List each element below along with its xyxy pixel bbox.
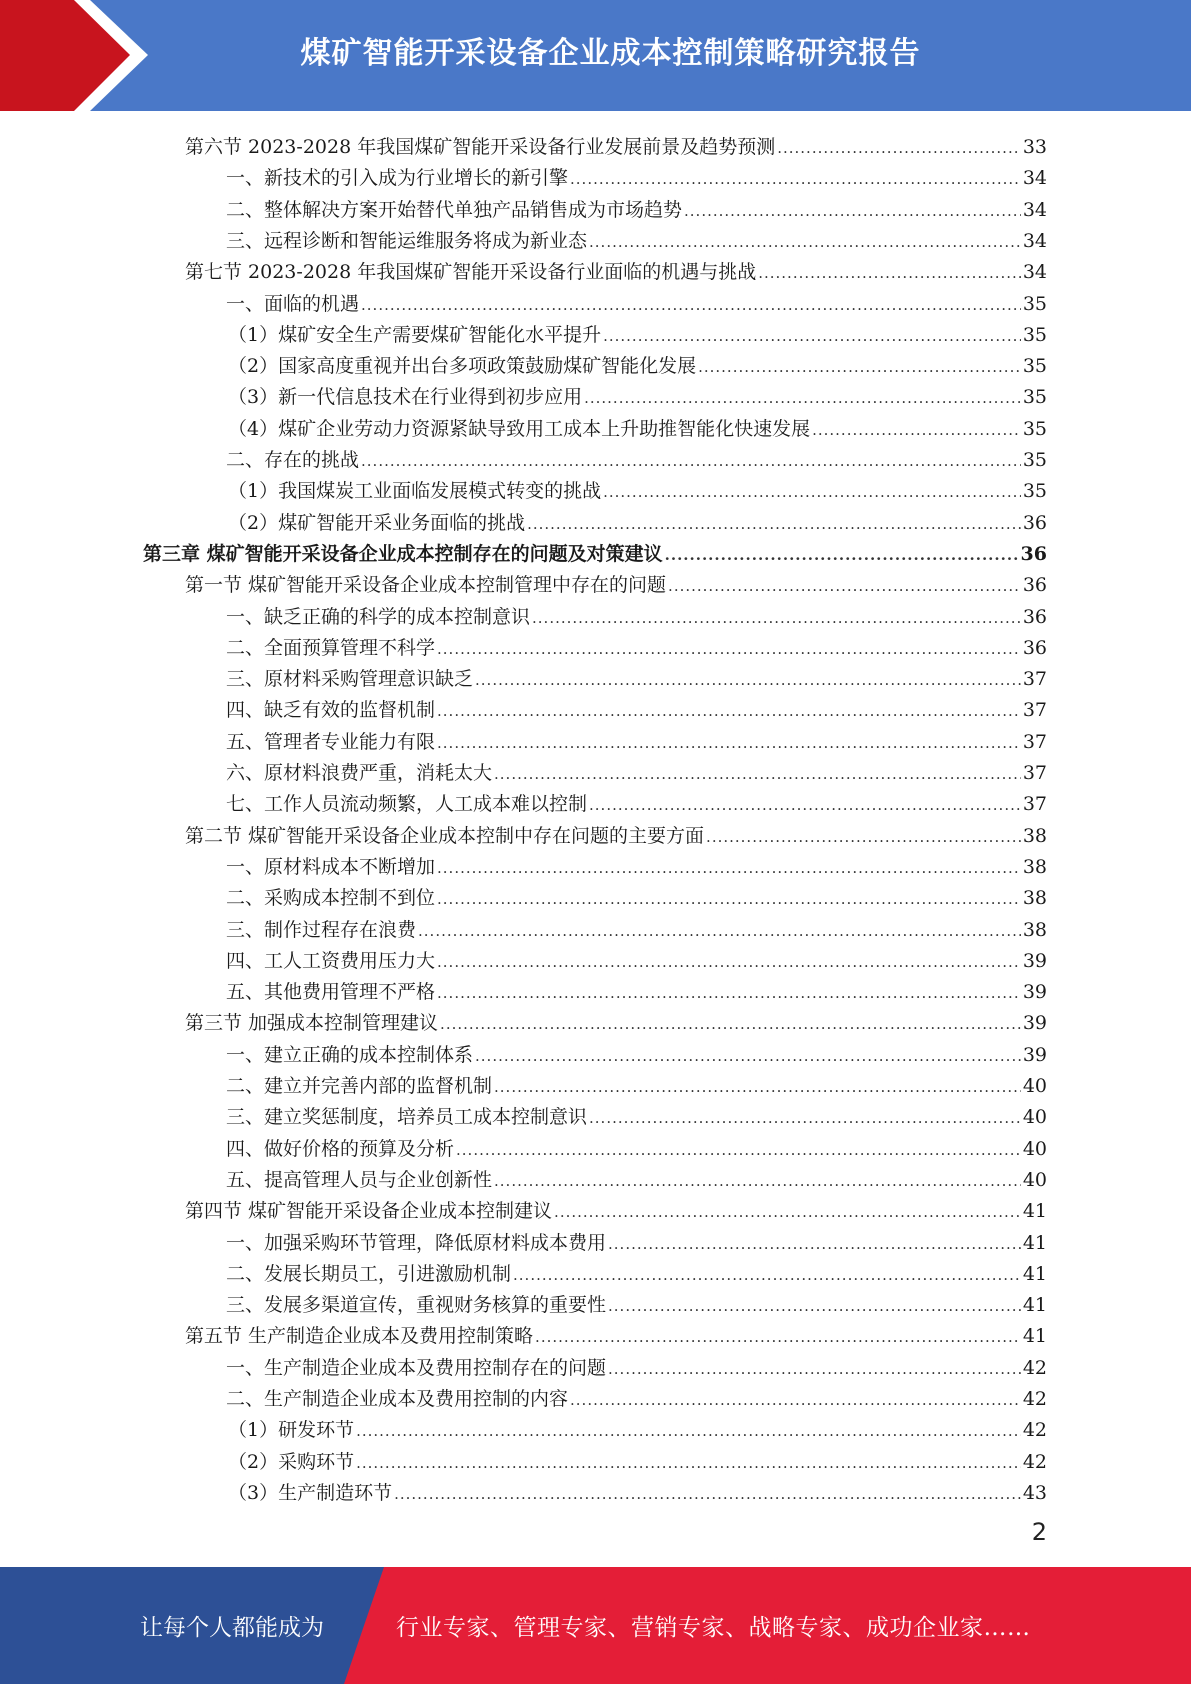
toc-leader-dots [777,137,1021,159]
toc-entry-page: 38 [1022,887,1047,910]
toc-entry-page: 34 [1022,229,1047,252]
toc-entry-title: 第三章 煤矿智能开采设备企业成本控制存在的问题及对策建议 [143,542,663,565]
toc-entry-item[interactable] [226,879,1047,910]
toc-entry-chapter[interactable] [143,535,1047,566]
toc-leader-dots [668,575,1021,597]
toc-leader-dots [440,1013,1021,1035]
toc-entry-title: 二、建立并完善内部的监督机制 [226,1075,493,1097]
toc-entry-item[interactable] [226,629,1047,660]
toc-leader-dots [437,732,1021,754]
toc-entry-title: 二、全面预算管理不科学 [226,636,436,659]
toc-entry-title: （1）煤矿安全生产需要煤矿智能化水平提升 [228,323,602,346]
toc-entry-title: 四、工人工资费用压力大 [226,949,436,972]
toc-entry-section[interactable] [185,1192,1047,1223]
page-header [0,0,1191,111]
toc-leader-dots [706,826,1021,848]
toc-entry-item[interactable] [226,1130,1047,1161]
toc-entry-section[interactable] [185,1317,1047,1348]
toc-entry-section[interactable] [185,817,1047,848]
toc-leader-dots [394,1483,1021,1505]
toc-entry-subitem[interactable] [228,410,1047,441]
toc-entry-page: 38 [1022,855,1047,878]
toc-entry-title: 四、做好价格的预算及分析 [226,1137,455,1160]
toc-leader-dots [684,200,1021,222]
toc-entry-title: （2）采购环节 [228,1450,355,1473]
toc-entry-title: 一、新技术的引入成为行业增长的新引擎 [226,167,569,190]
toc-entry-item[interactable] [226,1067,1047,1098]
toc-leader-dots [608,1295,1021,1317]
toc-entry-title: 三、原材料采购管理意识缺乏 [226,668,474,691]
toc-entry-title: 三、制作过程存在浪费 [226,918,417,941]
page-footer [0,1567,1191,1684]
toc-entry-title: 一、面临的机遇 [226,292,360,315]
toc-entry-item[interactable] [226,191,1047,222]
toc-leader-dots [494,763,1021,785]
page-number: 2 [1031,1518,1047,1546]
toc-entry-page: 33 [1022,136,1047,158]
toc-leader-dots [437,951,1021,973]
toc-entry-subitem[interactable] [228,1411,1047,1442]
toc-entry-title: 一、建立正确的成本控制体系 [226,1043,474,1066]
toc-entry-page: 42 [1022,1450,1047,1473]
toc-leader-dots [698,356,1021,378]
toc-entry-item[interactable] [226,754,1047,785]
toc-entry-page: 41 [1022,1294,1047,1317]
toc-leader-dots [589,794,1021,816]
toc-entry-page: 42 [1022,1356,1047,1379]
toc-entry-page: 38 [1022,918,1047,941]
toc-leader-dots [584,387,1021,409]
toc-entry-item[interactable] [226,441,1047,472]
toc-entry-page: 36 [1022,636,1047,659]
toc-entry-page: 40 [1022,1137,1047,1160]
toc-leader-dots [589,1107,1021,1129]
toc-entry-page: 39 [1022,1043,1047,1066]
toc-entry-section[interactable] [185,1004,1047,1035]
toc-entry-title: 第二节 煤矿智能开采设备企业成本控制中存在问题的主要方面 [185,824,705,847]
toc-entry-page: 39 [1022,981,1047,1004]
toc-entry-title: 二、采购成本控制不到位 [226,887,436,910]
toc-entry-page: 35 [1022,417,1047,440]
toc-entry-title: 一、缺乏正确的科学的成本控制意识 [226,605,531,628]
toc-entry-title: 二、存在的挑战 [226,449,360,471]
toc-entry-page: 35 [1022,323,1047,346]
toc-leader-dots [513,1264,1021,1286]
toc-entry-item[interactable] [226,973,1047,1004]
toc-entry-title: 第一节 煤矿智能开采设备企业成本控制管理中存在的问题 [185,574,667,597]
toc-entry-title: （1）我国煤炭工业面临发展模式转变的挑战 [228,480,602,503]
toc-entry-page: 41 [1022,1200,1047,1223]
toc-entry-page: 41 [1022,1231,1047,1254]
toc-entry-page: 41 [1022,1262,1047,1285]
toc-entry-page: 37 [1022,668,1047,691]
footer-expert-list: 行业专家、管理专家、营销专家、战略专家、成功企业家…… [396,1615,1031,1641]
toc-entry-title: （3）新一代信息技术在行业得到初步应用 [228,386,583,409]
toc-entry-page: 35 [1022,292,1047,315]
toc-leader-dots [494,1170,1021,1192]
toc-entry-item[interactable] [226,691,1047,722]
toc-leader-dots [456,1139,1021,1161]
toc-entry-subitem[interactable] [228,1474,1047,1505]
toc-entry-page: 36 [1022,605,1047,628]
toc-entry-item[interactable] [226,1036,1047,1067]
toc-leader-dots [554,1201,1021,1223]
toc-entry-page: 35 [1022,386,1047,409]
toc-entry-page: 40 [1022,1106,1047,1129]
toc-leader-dots [535,1326,1021,1348]
toc-leader-dots [527,513,1021,535]
toc-entry-page: 37 [1022,793,1047,816]
toc-entry-item[interactable] [226,1098,1047,1129]
toc-leader-dots [532,607,1021,629]
toc-entry-item[interactable] [226,1349,1047,1380]
toc-entry-section[interactable] [185,253,1047,284]
toc-entry-title: 五、管理者专业能力有限 [226,730,436,753]
toc-entry-item[interactable] [226,660,1047,691]
toc-entry-page: 43 [1022,1481,1047,1504]
toc-entry-page: 37 [1022,699,1047,722]
toc-entry-item[interactable] [226,723,1047,754]
toc-entry-subitem[interactable] [228,504,1047,535]
toc-entry-page: 42 [1022,1419,1047,1442]
toc-entry-subitem[interactable] [228,378,1047,409]
toc-entry-page: 38 [1022,824,1047,847]
toc-entry-page: 35 [1022,480,1047,503]
toc-entry-title: 一、生产制造企业成本及费用控制存在的问题 [226,1356,607,1379]
toc-entry-item[interactable] [226,285,1047,316]
toc-leader-dots [603,325,1021,347]
toc-entry-item[interactable] [226,1286,1047,1317]
toc-leader-dots [589,231,1021,253]
toc-entry-title: 七、工作人员流动频繁，人工成本难以控制 [226,793,588,816]
toc-entry-title: 第四节 煤矿智能开采设备企业成本控制建议 [185,1200,553,1223]
toc-entry-page: 37 [1022,762,1047,784]
toc-entry-title: 第五节 生产制造企业成本及费用控制策略 [185,1325,534,1348]
toc-entry-section[interactable] [185,566,1047,597]
toc-leader-dots [437,638,1021,660]
toc-leader-dots [494,1076,1021,1098]
toc-entry-item[interactable] [226,1161,1047,1192]
toc-entry-title: 二、整体解决方案开始替代单独产品销售成为市场趋势 [226,198,683,221]
toc-leader-dots [475,1045,1021,1067]
toc-entry-subitem[interactable] [228,1443,1047,1474]
toc-entry-title: 第三节 加强成本控制管理建议 [185,1012,439,1035]
toc-entry-page: 34 [1022,261,1047,284]
toc-entry-item[interactable] [226,785,1047,816]
toc-entry-title: 第七节 2023-2028 年我国煤矿智能开采设备行业面临的机遇与挑战 [185,261,757,284]
toc-entry-page: 39 [1022,1012,1047,1035]
toc-entry-item[interactable] [226,848,1047,879]
toc-entry-page: 35 [1022,355,1047,378]
toc-entry-page: 35 [1022,449,1047,471]
toc-leader-dots [758,262,1021,284]
toc-leader-dots [437,982,1021,1004]
toc-entry-title: 六、原材料浪费严重，消耗太大 [226,762,493,784]
report-title: 煤矿智能开采设备企业成本控制策略研究报告 [300,36,921,71]
toc-entry-subitem[interactable] [228,316,1047,347]
toc-leader-dots [570,168,1021,190]
toc-entry-section[interactable] [185,128,1047,159]
toc-entry-title: 五、其他费用管理不严格 [226,981,436,1004]
toc-entry-page: 36 [1022,574,1047,597]
toc-entry-title: （4）煤矿企业劳动力资源紧缺导致用工成本上升助推智能化快速发展 [228,417,811,440]
toc-entry-subitem[interactable] [228,472,1047,503]
toc-entry-title: 二、发展长期员工，引进激励机制 [226,1262,512,1285]
toc-entry-item[interactable] [226,222,1047,253]
toc-leader-dots [437,888,1021,910]
toc-entry-title: 第六节 2023-2028 年我国煤矿智能开采设备行业发展前景及趋势预测 [185,136,776,158]
toc-entry-page: 40 [1022,1075,1047,1097]
toc-entry-title: 二、生产制造企业成本及费用控制的内容 [226,1388,569,1410]
toc-entry-page: 41 [1022,1325,1047,1348]
toc-leader-dots [603,481,1021,503]
toc-entry-title: 一、加强采购环节管理，降低原材料成本费用 [226,1231,607,1254]
toc-entry-item[interactable] [226,911,1047,942]
toc-entry-page: 39 [1022,949,1047,972]
toc-entry-title: 一、原材料成本不断增加 [226,855,436,878]
toc-entry-page: 36 [1020,542,1047,565]
toc-entry-item[interactable] [226,1224,1047,1255]
toc-entry-item[interactable] [226,1255,1047,1286]
toc-entry-item[interactable] [226,598,1047,629]
toc-leader-dots [665,544,1019,566]
toc-leader-dots [361,450,1021,472]
toc-entry-page: 42 [1022,1388,1047,1410]
toc-entry-title: （2）国家高度重视并出台多项政策鼓励煤矿智能化发展 [228,355,697,378]
toc-leader-dots [356,1420,1021,1442]
toc-leader-dots [475,669,1021,691]
toc-entry-item[interactable] [226,942,1047,973]
toc-entry-page: 36 [1022,511,1047,534]
toc-entry-item[interactable] [226,159,1047,190]
toc-leader-dots [608,1358,1021,1380]
toc-entry-item[interactable] [226,1380,1047,1411]
toc-entry-title: 三、建立奖惩制度，培养员工成本控制意识 [226,1106,588,1129]
toc-entry-page: 34 [1022,167,1047,190]
toc-leader-dots [437,857,1021,879]
toc-entry-title: （1）研发环节 [228,1419,355,1442]
toc-entry-title: （2）煤矿智能开采业务面临的挑战 [228,511,526,534]
toc-entry-page: 34 [1022,198,1047,221]
toc-leader-dots [437,700,1021,722]
toc-entry-title: 三、发展多渠道宣传，重视财务核算的重要性 [226,1294,607,1317]
toc-entry-title: 五、提高管理人员与企业创新性 [226,1168,493,1191]
toc-leader-dots [608,1233,1021,1255]
toc-leader-dots [356,1452,1021,1474]
toc-entry-title: 四、缺乏有效的监督机制 [226,699,436,722]
toc-leader-dots [361,294,1021,316]
toc-entry-page: 40 [1022,1168,1047,1191]
footer-slogan: 让每个人都能成为 [140,1615,324,1641]
toc-entry-page: 37 [1022,730,1047,753]
toc-leader-dots [418,920,1021,942]
toc-leader-dots [812,419,1021,441]
toc-entry-title: 三、远程诊断和智能运维服务将成为新业态 [226,229,588,252]
toc-entry-title: （3）生产制造环节 [228,1481,393,1504]
toc-leader-dots [570,1389,1021,1411]
toc-entry-subitem[interactable] [228,347,1047,378]
